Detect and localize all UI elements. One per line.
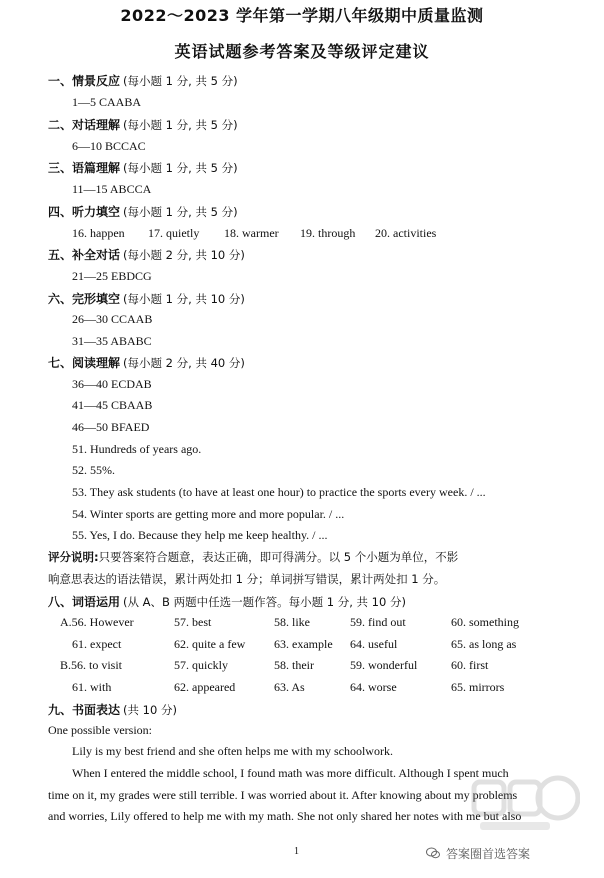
answer-item: 17. quietly bbox=[148, 226, 200, 240]
answer-item: 58. their bbox=[274, 658, 314, 672]
essay-paragraph-2-line-3: and worries, Lily offered to help me with my math. She not only shared her notes with me but also bbox=[48, 809, 522, 823]
answer-item: 59. wonderful bbox=[350, 658, 418, 672]
answer-item: 62. appeared bbox=[174, 680, 236, 694]
section-5-heading bbox=[48, 246, 245, 263]
section-2-heading bbox=[48, 116, 238, 133]
answer-line: 53. They ask students (to have at least one hour) to practice the sports every week. / ... bbox=[72, 485, 486, 499]
watermark-logo bbox=[470, 772, 580, 838]
essay-paragraph-2-line-1: When I entered the middle school, I found math was more difficult. Although I spent much bbox=[72, 766, 509, 780]
answer-item: 62. quite a few bbox=[174, 637, 246, 651]
answer-line: 21—25 EBDCG bbox=[72, 269, 152, 283]
section-title: 五、补全对话 bbox=[48, 248, 121, 262]
section-title: 九、书面表达 bbox=[48, 703, 121, 717]
wechat-icon bbox=[426, 847, 440, 859]
answer-item: B.56. to visit bbox=[60, 658, 123, 672]
page-subtitle: 英语试题参考答案及等级评定建议 bbox=[174, 42, 430, 61]
answer-item: 20. activities bbox=[375, 226, 437, 240]
section-score-note: (每小题 2 分, 共 10 分) bbox=[123, 248, 245, 262]
section-title: 八、词语运用 bbox=[48, 595, 121, 609]
section-title: 七、阅读理解 bbox=[48, 356, 121, 370]
grading-note-line-1 bbox=[48, 549, 458, 565]
answer-item: 65. as long as bbox=[451, 637, 517, 651]
answer-item: 65. mirrors bbox=[451, 680, 505, 694]
grading-note-line-2: 响意思表达的语法错误，累计两处扣 1 分；单词拼写错误，累计两处扣 1 分。 bbox=[48, 572, 446, 586]
answer-item: 19. through bbox=[300, 226, 356, 240]
section-title: 四、听力填空 bbox=[48, 205, 121, 219]
watermark-text: 答案圈首选答案 bbox=[446, 847, 531, 861]
grading-note-text: 只要答案符合题意，表达正确，即可得满分。以 5 个小题为单位，不影 bbox=[98, 550, 459, 564]
answer-line: 54. Winter sports are getting more and more popular. / ... bbox=[72, 507, 345, 521]
page-title: 2022～2023 学年第一学期八年级期中质量监测 bbox=[120, 6, 484, 25]
answer-line: 26—30 CCAAB bbox=[72, 312, 153, 326]
word-use-row-a2 bbox=[72, 637, 542, 653]
section-3-heading bbox=[48, 159, 238, 176]
answer-item: 57. best bbox=[174, 615, 212, 629]
answer-line: 31—35 ABABC bbox=[72, 334, 152, 348]
answer-line: 51. Hundreds of years ago. bbox=[72, 442, 202, 456]
answer-line: 36—40 ECDAB bbox=[72, 377, 152, 391]
section-title: 三、语篇理解 bbox=[48, 161, 121, 175]
answer-line: 55. Yes, I do. Because they help me keep healthy. / ... bbox=[72, 528, 328, 542]
answer-item: 61. expect bbox=[72, 637, 122, 651]
section-score-note: (每小题 1 分, 共 5 分) bbox=[123, 161, 238, 175]
section-8-heading bbox=[48, 593, 406, 610]
answer-item: 58. like bbox=[274, 615, 310, 629]
answer-item: 63. example bbox=[274, 637, 333, 651]
answer-line: 52. 55%. bbox=[72, 463, 115, 477]
answer-item: 59. find out bbox=[350, 615, 406, 629]
essay-paragraph-1: Lily is my best friend and she often helps me with my schoolwork. bbox=[72, 744, 393, 758]
answer-item: 64. useful bbox=[350, 637, 398, 651]
section-6-heading bbox=[48, 290, 245, 307]
page-number: 1 bbox=[294, 846, 299, 857]
answer-line: 41—45 CBAAB bbox=[72, 398, 153, 412]
section-9-heading bbox=[48, 701, 177, 718]
answer-item: 61. with bbox=[72, 680, 112, 694]
answer-line: 6—10 BCCAC bbox=[72, 139, 146, 153]
section-score-note: (从 A、B 两题中任选一题作答。每小题 1 分, 共 10 分) bbox=[123, 595, 406, 609]
answer-item: 18. warmer bbox=[224, 226, 279, 240]
section-score-note: (每小题 1 分, 共 5 分) bbox=[123, 74, 238, 88]
essay-intro: One possible version: bbox=[48, 723, 152, 737]
essay-paragraph-2-line-2: time on it, my grades were still terrible. I was worried about it. After knowing about my problems bbox=[48, 788, 518, 802]
answer-line: 1—5 CAABA bbox=[72, 95, 142, 109]
section-7-heading bbox=[48, 354, 245, 371]
answer-line: 46—50 BFAED bbox=[72, 420, 150, 434]
section-title: 六、完形填空 bbox=[48, 292, 121, 306]
answer-item: 57. quickly bbox=[174, 658, 228, 672]
section-score-note: (共 10 分) bbox=[123, 703, 177, 717]
word-use-row-a1 bbox=[60, 615, 540, 631]
listening-answers bbox=[72, 226, 522, 242]
answer-item: A.56. However bbox=[60, 615, 134, 629]
answer-item: 60. first bbox=[451, 658, 489, 672]
section-title: 一、情景反应 bbox=[48, 74, 121, 88]
section-score-note: (每小题 2 分, 共 40 分) bbox=[123, 356, 245, 370]
word-use-row-b1 bbox=[60, 658, 540, 674]
grading-note-label: 评分说明: bbox=[48, 550, 99, 564]
answer-item: 16. happen bbox=[72, 226, 125, 240]
answer-item: 63. As bbox=[274, 680, 305, 694]
answer-item: 60. something bbox=[451, 615, 519, 629]
section-1-heading bbox=[48, 72, 238, 89]
section-score-note: (每小题 1 分, 共 5 分) bbox=[123, 118, 238, 132]
section-score-note: (每小题 1 分, 共 10 分) bbox=[123, 292, 245, 306]
answer-line: 11—15 ABCCA bbox=[72, 182, 152, 196]
word-use-row-b2 bbox=[72, 680, 542, 696]
section-title: 二、对话理解 bbox=[48, 118, 121, 132]
answer-item: 64. worse bbox=[350, 680, 397, 694]
section-4-heading bbox=[48, 203, 238, 220]
section-score-note: (每小题 1 分, 共 5 分) bbox=[123, 205, 238, 219]
